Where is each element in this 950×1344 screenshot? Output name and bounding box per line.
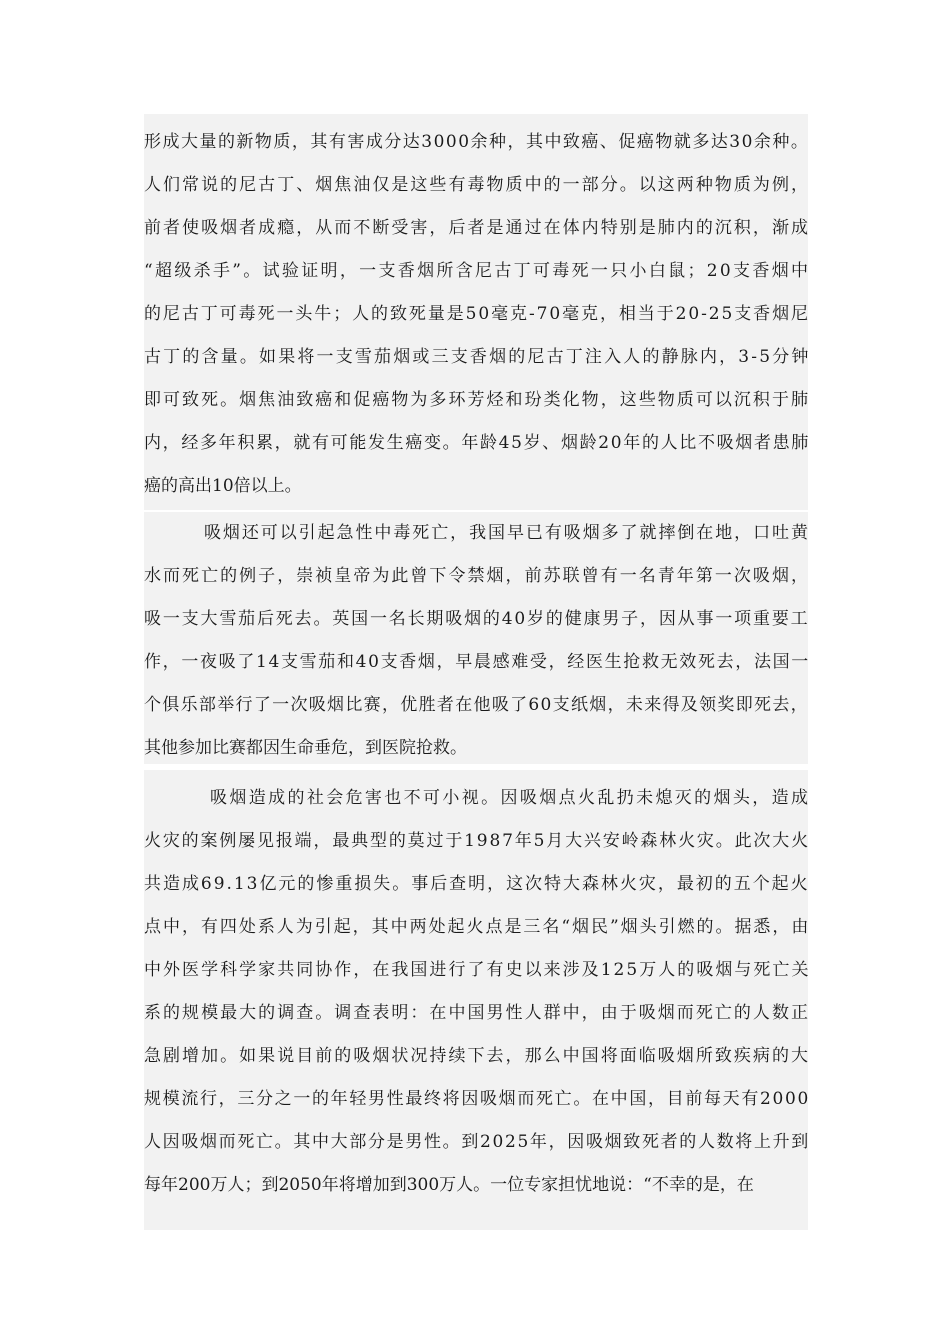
paragraph-line: 癌的高出10倍以上。 (144, 476, 302, 496)
paragraph-line: 古丁的含量。如果将一支雪茄烟或三支香烟的尼古丁注入人的静脉内，3-5分钟 (144, 347, 811, 367)
paragraph-line: 吸烟还可以引起急性中毒死亡，我国早已有吸烟多了就摔倒在地，口吐黄 (204, 523, 810, 543)
paragraph-line: 规模流行，三分之一的年轻男性最终将因吸烟而死亡。在中国，目前每天有2000 (144, 1089, 810, 1109)
paragraph-line: 急剧增加。如果说目前的吸烟状况持续下去，那么中国将面临吸烟所致疾病的大 (144, 1046, 811, 1066)
paragraph-2 (144, 512, 811, 764)
paragraph-line: 前者使吸烟者成瘾，从而不断受害，后者是通过在体内特别是肺内的沉积，渐成 (144, 218, 811, 238)
paragraph-line: 共造成69.13亿元的惨重损失。事后查明，这次特大森林火灾，最初的五个起火 (144, 874, 810, 894)
paragraph-line: 每年200万人；到2050年将增加到300万人。一位专家担忧地说：“不幸的是，在 (144, 1175, 754, 1195)
paragraph-line: 吸烟造成的社会危害也不可小视。因吸烟点火乱扔未熄灭的烟头，造成 (210, 788, 811, 808)
paragraph-line: “超级杀手”。试验证明，一支香烟所含尼古丁可毒死一只小白鼠；20支香烟中 (144, 261, 811, 281)
paragraph-line: 人们常说的尼古丁、烟焦油仅是这些有毒物质中的一部分。以这两种物质为例， (144, 175, 811, 195)
paragraph-line: 点中，有四处系人为引起，其中两处起火点是三名“烟民”烟头引燃的。据悉，由 (144, 917, 811, 937)
paragraph-line: 中外医学科学家共同协作，在我国进行了有史以来涉及125万人的吸烟与死亡关 (144, 960, 811, 980)
paragraph-3 (144, 770, 811, 1230)
paragraph-line: 个俱乐部举行了一次吸烟比赛，优胜者在他吸了60支纸烟，未来得及领奖即死去， (144, 695, 809, 715)
paragraph-line: 的尼古丁可毒死一头牛；人的致死量是50毫克-70毫克，相当于20-25支香烟尼 (144, 304, 810, 324)
paragraph-line: 内，经多年积累，就有可能发生癌变。年龄45岁、烟龄20年的人比不吸烟者患肺 (144, 433, 810, 453)
paragraph-line: 作，一夜吸了14支雪茄和40支香烟，早晨感难受，经医生抢救无效死去，法国一 (144, 652, 810, 672)
paragraph-line: 人因吸烟而死亡。其中大部分是男性。到2025年，因吸烟致死者的人数将上升到 (144, 1132, 810, 1152)
paragraph-line: 水而死亡的例子，崇祯皇帝为此曾下令禁烟，前苏联曾有一名青年第一次吸烟， (144, 566, 811, 586)
paragraph-line: 其他参加比赛都因生命垂危，到医院抢救。 (144, 738, 467, 758)
paragraph-line: 火灾的案例屡见报端，最典型的莫过于1987年5月大兴安岭森林火灾。此次大火 (144, 831, 810, 851)
paragraph-line: 形成大量的新物质，其有害成分达3000余种，其中致癌、促癌物就多达30余种。 (144, 132, 810, 152)
paragraph-line: 即可致死。烟焦油致癌和促癌物为多环芳烃和玢类化物，这些物质可以沉积于肺 (144, 390, 811, 410)
paragraph-1 (144, 114, 811, 510)
paragraph-line: 系的规模最大的调查。调查表明：在中国男性人群中，由于吸烟而死亡的人数正 (144, 1003, 811, 1023)
paragraph-line: 吸一支大雪茄后死去。英国一名长期吸烟的40岁的健康男子，因从事一项重要工 (144, 609, 810, 629)
